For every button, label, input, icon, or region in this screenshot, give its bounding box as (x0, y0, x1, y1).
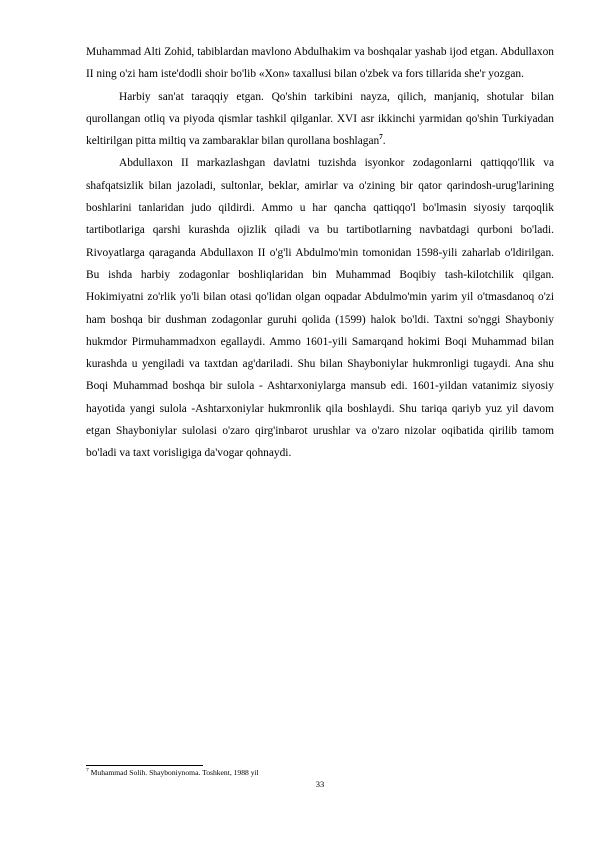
paragraph-2 (86, 86, 554, 153)
paragraph-1: Muhammad Alti Zohid, tabiblardan mavlono Abdulhakim va boshqalar yashab ijod etgan. Abdullaxon II ning o'zi ham iste'dodli shoir bo'lib «Xon» taxallusi bilan o'zbek va fors tillarida she'r yozgan. (86, 46, 554, 81)
footnote-reference[interactable]: 7 (379, 133, 383, 142)
paragraph-2-end: . (382, 135, 386, 148)
footnote-text: Muhammad Solih. Shayboniynoma. Toshkent, 1988 yil (88, 768, 259, 777)
footnote-number: 7 (86, 767, 89, 774)
body-text (86, 41, 554, 465)
page-number: 33 (315, 779, 325, 789)
footnote (86, 768, 554, 778)
paragraph-3: Abdullaxon II markazlashgan davlatni tuzishda isyonkor zodagonlarni qattiqqo'llik va shafqatsizlik bilan jazoladi, sultonlar, beklar, amirlar va o'zining bir qator qarindosh-urug'larining boshlarini tanlaridan judo qildirdi. Ammo u har qancha qattiqqo'l bo'lmasin siyosiy tarqoqlik tartibotlariga qarshi kurashda ojizlik qiladi va bu tartibotlarning navbatdagi qurboni bo'ladi. Rivoyatlarga qaraganda Abdullaxon II o'g'li Abdulmo'min tomonidan 1598-yili zaharlab o'ldirilgan. Bu ishda harbiy zodagonlar boshliqlaridan bin Muhammad Boqibiy tash-kilotchilik qilgan. Hokimiyatni zo'rlik yo'li bilan otasi qo'lidan olgan oqpadar Abdulmo'min yarim yil o'tmasdanoq o'zi ham boshqa bir dushman zodagonlar guruhi qolida (1599) halok bo'ldi. Taxtni so'nggi Shayboniy hukmdor Pirmuhammadxon egallaydi. Ammo 1601-yili Samarqand hokimi Boqi Muhammad bilan kurashda u yengiladi va taxtdan ag'dariladi. Shu bilan Shayboniylar hukmronligi tugaydi. Ana shu Boqi Muhammad boshqa bir sulola - Ashtarxoniylarga mansub edi. 1601-yildan vatanimiz siyosiy hayotida yangi sulola -Ashtarxoniylar hukmronlik qila boshlaydi. Shu tariqa qariyb yuz yil davom etgan Shayboniylar sulolasi o'zaro qirg'inbarot urushlar va o'zaro nizolar oqibatida qirilib tamom bo'ladi va taxt vorisligiga da'vogar qohnaydi. (86, 157, 554, 460)
paragraph-2-text: Harbiy san'at taraqqiy etgan. Qo'shin tarkibini nayza, qilich, manjaniq, shotular bilan qurollangan otliq va piyoda qismlar tashkil qilganlar. XVI asr ikkinchi yarmidan qo'shin Turkiyadan keltirilgan pitta miltiq va zambaraklar bilan qurollana boshlagan (86, 90, 554, 148)
footnote-divider (86, 765, 203, 766)
